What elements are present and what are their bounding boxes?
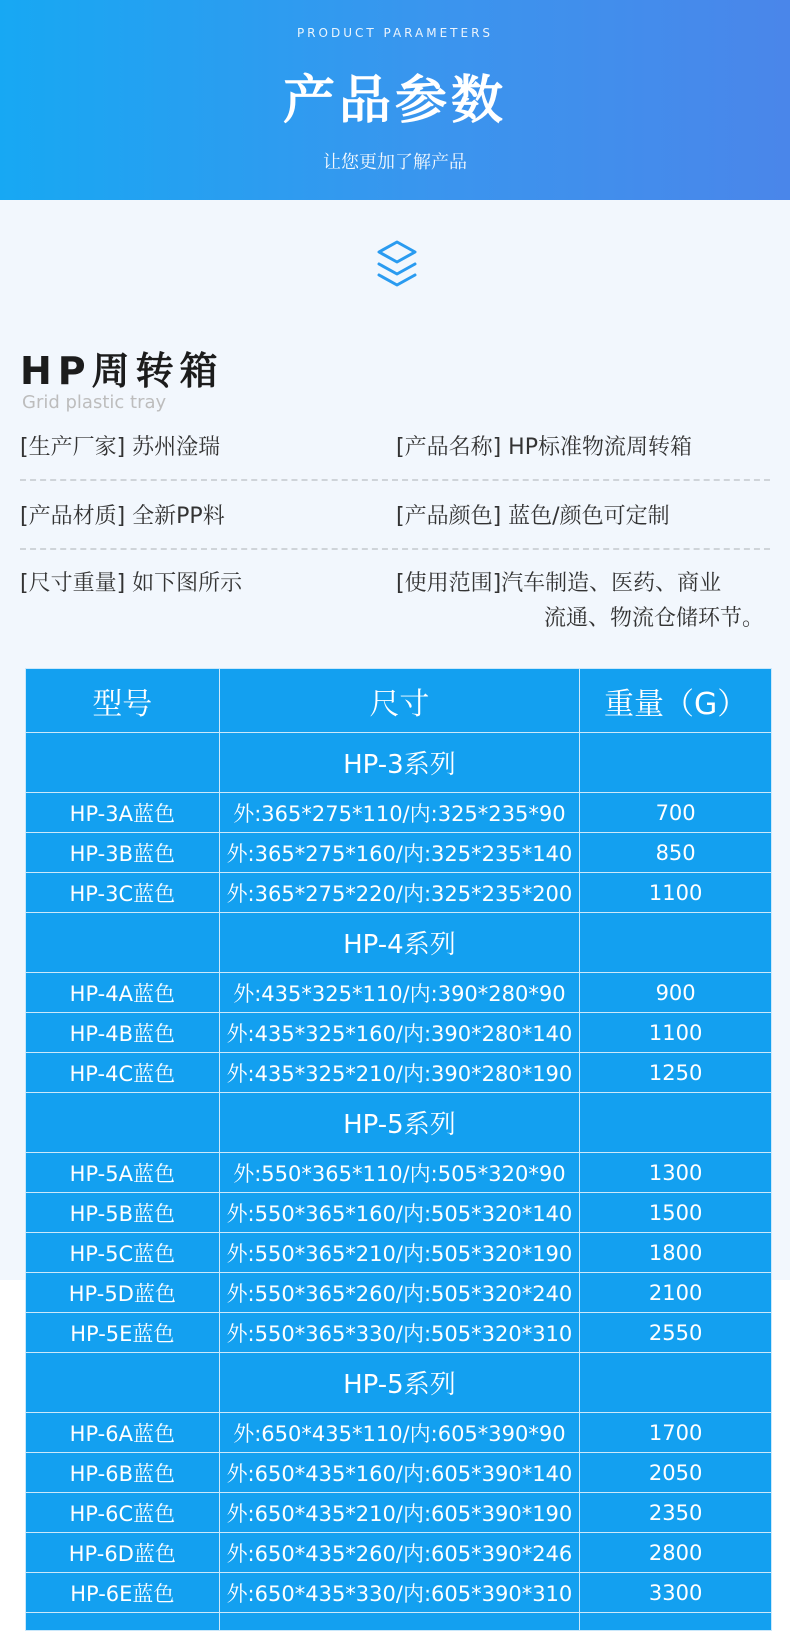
header-weight: 重量（G） — [580, 669, 772, 733]
group-empty-cell — [26, 733, 220, 793]
weight-cell: 1700 — [580, 1413, 772, 1453]
info-product-name: [产品名称] HP标准物流周转箱 — [396, 435, 692, 460]
weight-cell: 900 — [580, 973, 772, 1013]
size-cell: 外:365*275*220/内:325*235*200 — [219, 873, 580, 913]
table-row — [26, 1013, 772, 1053]
model-cell: HP-4C蓝色 — [26, 1053, 220, 1093]
weight-cell: 1300 — [580, 1153, 772, 1193]
model-cell: HP-6B蓝色 — [26, 1453, 220, 1493]
group-name: HP-4系列 — [219, 913, 580, 973]
table-row — [26, 1573, 772, 1613]
table-row — [26, 1453, 772, 1493]
weight-cell: 1500 — [580, 1193, 772, 1233]
group-empty-cell — [26, 1093, 220, 1153]
spec-table — [25, 668, 772, 1631]
size-cell: 外:650*435*160/内:605*390*140 — [219, 1453, 580, 1493]
page-title: 产品参数 — [282, 71, 507, 131]
weight-cell: 2550 — [580, 1313, 772, 1353]
group-empty-cell — [580, 913, 772, 973]
info-usage-line2: 流通、物流仓储环节。 — [543, 606, 764, 631]
model-cell: HP-5B蓝色 — [26, 1193, 220, 1233]
layers-stack-icon — [373, 238, 421, 294]
size-cell: 外:435*325*110/内:390*280*90 — [219, 973, 580, 1013]
table-row — [26, 1193, 772, 1233]
table-row — [26, 1153, 772, 1193]
size-cell: 外:365*275*160/内:325*235*140 — [219, 833, 580, 873]
footer-cell — [580, 1613, 772, 1631]
group-empty-cell — [580, 1353, 772, 1413]
model-cell: HP-3A蓝色 — [26, 793, 220, 833]
group-name: HP-5系列 — [219, 1353, 580, 1413]
group-row — [26, 1353, 772, 1413]
footer-cell — [219, 1613, 580, 1631]
table-row — [26, 833, 772, 873]
weight-cell: 2350 — [580, 1493, 772, 1533]
info-usage-line1: [使用范围]汽车制造、医药、商业 — [396, 571, 722, 596]
model-cell: HP-4B蓝色 — [26, 1013, 220, 1053]
table-header-row — [26, 669, 772, 733]
info-manufacturer: [生产厂家] 苏州淦瑞 — [20, 435, 221, 460]
group-name: HP-5系列 — [219, 1093, 580, 1153]
size-cell: 外:650*435*260/内:605*390*246 — [219, 1533, 580, 1573]
group-row — [26, 1093, 772, 1153]
weight-cell: 2050 — [580, 1453, 772, 1493]
size-cell: 外:550*365*210/内:505*320*190 — [219, 1233, 580, 1273]
weight-cell: 3300 — [580, 1573, 772, 1613]
size-cell: 外:650*435*110/内:605*390*90 — [219, 1413, 580, 1453]
dashed-divider — [20, 479, 770, 481]
size-cell: 外:365*275*110/内:325*235*90 — [219, 793, 580, 833]
size-cell: 外:650*435*210/内:605*390*190 — [219, 1493, 580, 1533]
weight-cell: 1250 — [580, 1053, 772, 1093]
size-cell: 外:550*365*330/内:505*320*310 — [219, 1313, 580, 1353]
model-cell: HP-6D蓝色 — [26, 1533, 220, 1573]
table-row — [26, 1233, 772, 1273]
model-cell: HP-6A蓝色 — [26, 1413, 220, 1453]
info-size-weight: [尺寸重量] 如下图所示 — [20, 571, 243, 596]
weight-cell: 850 — [580, 833, 772, 873]
table-row — [26, 873, 772, 913]
model-cell: HP-5A蓝色 — [26, 1153, 220, 1193]
model-cell: HP-6E蓝色 — [26, 1573, 220, 1613]
size-cell: 外:550*365*260/内:505*320*240 — [219, 1273, 580, 1313]
group-empty-cell — [26, 913, 220, 973]
group-name: HP-3系列 — [219, 733, 580, 793]
header-model: 型号 — [26, 669, 220, 733]
dashed-divider — [20, 548, 770, 550]
banner-eyebrow: PRODUCT PARAMETERS — [296, 26, 494, 40]
weight-cell: 1100 — [580, 1013, 772, 1053]
model-cell: HP-5E蓝色 — [26, 1313, 220, 1353]
model-cell: HP-3C蓝色 — [26, 873, 220, 913]
weight-cell: 1800 — [580, 1233, 772, 1273]
table-row — [26, 1273, 772, 1313]
table-row — [26, 1533, 772, 1573]
model-cell: HP-5C蓝色 — [26, 1233, 220, 1273]
group-empty-cell — [580, 733, 772, 793]
section-title: HP周转箱 — [20, 349, 224, 393]
table-footer-row — [26, 1613, 772, 1631]
group-row — [26, 913, 772, 973]
info-color: [产品颜色] 蓝色/颜色可定制 — [396, 504, 670, 529]
group-empty-cell — [26, 1353, 220, 1413]
weight-cell: 2800 — [580, 1533, 772, 1573]
size-cell: 外:435*325*160/内:390*280*140 — [219, 1013, 580, 1053]
footer-cell — [26, 1613, 220, 1631]
model-cell: HP-4A蓝色 — [26, 973, 220, 1013]
weight-cell: 700 — [580, 793, 772, 833]
size-cell: 外:550*365*110/内:505*320*90 — [219, 1153, 580, 1193]
table-row — [26, 1493, 772, 1533]
header-banner — [0, 0, 790, 200]
model-cell: HP-6C蓝色 — [26, 1493, 220, 1533]
group-row — [26, 733, 772, 793]
table-row — [26, 1313, 772, 1353]
info-usage — [396, 566, 790, 636]
group-empty-cell — [580, 1093, 772, 1153]
size-cell: 外:435*325*210/内:390*280*190 — [219, 1053, 580, 1093]
size-cell: 外:550*365*160/内:505*320*140 — [219, 1193, 580, 1233]
banner-subtitle: 让您更加了解产品 — [323, 152, 467, 173]
table-row — [26, 793, 772, 833]
table-row — [26, 973, 772, 1013]
header-size: 尺寸 — [219, 669, 580, 733]
weight-cell: 1100 — [580, 873, 772, 913]
size-cell: 外:650*435*330/内:605*390*310 — [219, 1573, 580, 1613]
weight-cell: 2100 — [580, 1273, 772, 1313]
section-subtitle: Grid plastic tray — [22, 392, 167, 413]
model-cell: HP-3B蓝色 — [26, 833, 220, 873]
model-cell: HP-5D蓝色 — [26, 1273, 220, 1313]
table-row — [26, 1053, 772, 1093]
table-row — [26, 1413, 772, 1453]
info-material: [产品材质] 全新PP料 — [20, 504, 225, 529]
